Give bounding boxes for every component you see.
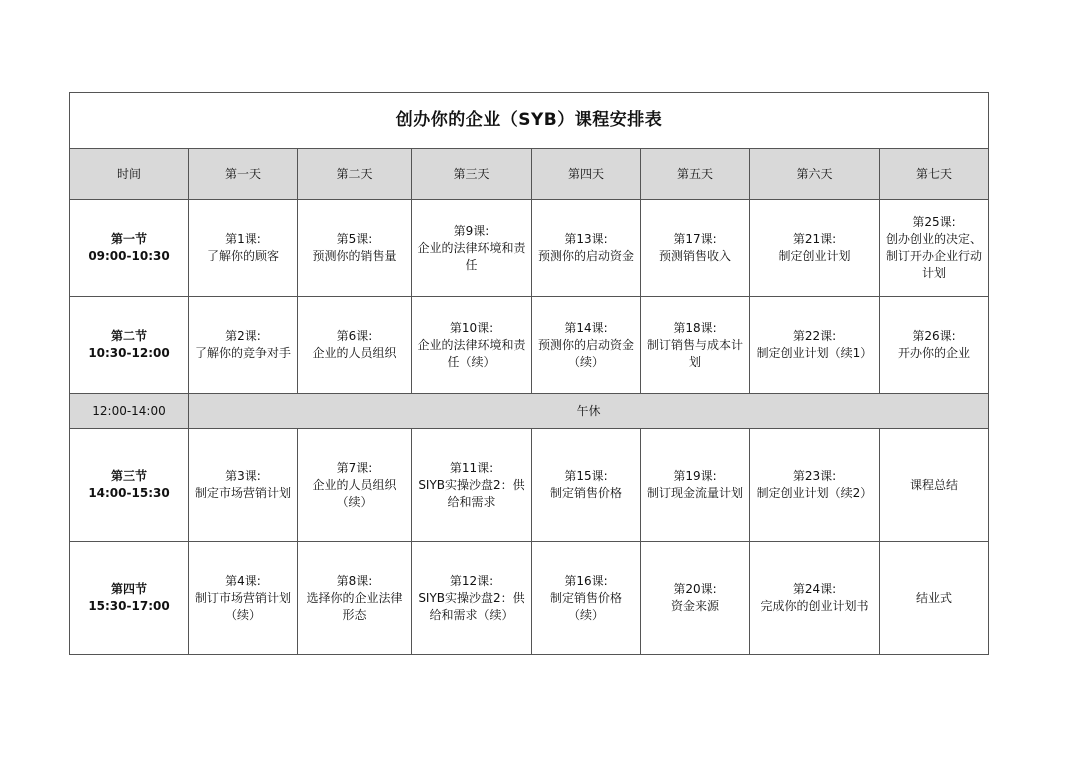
lesson-cell [880, 542, 989, 655]
lesson-code: 第20课: [673, 582, 717, 596]
lesson-title: 制定创业计划 [778, 249, 851, 263]
lesson-title: 制定创业计划（续2） [756, 486, 873, 500]
lesson-title: 预测你的启动资金（续） [537, 337, 634, 369]
day-header: 第七天 [880, 149, 989, 200]
slot-time: 09:00-10:30 [88, 249, 170, 263]
lesson-title: 制订市场营销计划（续） [194, 590, 291, 622]
time-slot-cell [70, 200, 189, 297]
lesson-title: 选择你的企业法律形态 [306, 590, 403, 622]
break-time: 12:00-14:00 [70, 394, 189, 429]
lesson-code: 第2课: [225, 329, 261, 343]
lesson-title: 完成你的创业计划书 [760, 599, 869, 613]
lesson-cell [412, 429, 532, 542]
lesson-code: 第6课: [336, 329, 373, 343]
lesson-code: 第18课: [673, 320, 717, 335]
lesson-title: SIYB实操沙盘2：供给和需求（续） [418, 590, 525, 622]
lesson-cell [750, 297, 880, 394]
header-row [70, 149, 989, 200]
lesson-code: 第19课: [673, 469, 717, 483]
lesson-cell [189, 297, 298, 394]
schedule-table [69, 92, 989, 655]
time-slot-cell [70, 297, 189, 394]
lesson-code: 第24课: [792, 582, 837, 596]
lesson-cell [641, 542, 750, 655]
lesson-cell [298, 200, 412, 297]
lesson-code: 第7课: [336, 460, 373, 475]
lesson-code: 第8课: [336, 573, 373, 588]
lesson-cell [641, 200, 750, 297]
lesson-code: 第17课: [673, 232, 717, 246]
lesson-title: 开办你的企业 [898, 346, 971, 360]
time-slot-cell [70, 542, 189, 655]
lesson-code: 第10课: [449, 320, 494, 335]
lesson-cell [750, 200, 880, 297]
lesson-code: 第22课: [792, 329, 837, 343]
lesson-title: 资金来源 [670, 599, 719, 613]
day-header: 第四天 [532, 149, 641, 200]
lesson-title: 预测销售收入 [658, 249, 731, 263]
lesson-title: 制订销售与成本计划 [646, 337, 743, 369]
slot-name: 第二节 [110, 329, 147, 343]
lesson-title: 制定市场营销计划 [194, 486, 291, 500]
lesson-title: 创办创业的决定、制订开办企业行动计划 [886, 232, 983, 280]
lesson-code: 第25课: [912, 215, 956, 229]
table-row [70, 200, 989, 297]
lesson-title: SIYB实操沙盘2：供给和需求 [418, 477, 525, 509]
day-header: 第二天 [298, 149, 412, 200]
break-row [70, 394, 989, 429]
lesson-cell [412, 297, 532, 394]
lesson-title: 制定销售价格 [549, 486, 622, 500]
lesson-title: 制定创业计划（续1） [756, 346, 873, 360]
lesson-title: 制订现金流量计划 [646, 486, 743, 500]
lesson-cell [532, 297, 641, 394]
lesson-cell [880, 297, 989, 394]
day-header: 第六天 [750, 149, 880, 200]
lesson-cell [189, 200, 298, 297]
lesson-title: 课程总结 [910, 477, 959, 492]
lesson-code: 第11课: [449, 460, 494, 475]
lesson-code: 第4课: [225, 573, 261, 588]
lesson-code: 第14课: [564, 320, 608, 335]
lesson-cell [189, 429, 298, 542]
lesson-title: 结业式 [916, 590, 953, 605]
lesson-cell [880, 200, 989, 297]
day-header: 第三天 [412, 149, 532, 200]
slot-name: 第三节 [110, 469, 147, 483]
lesson-cell [532, 542, 641, 655]
slot-time: 15:30-17:00 [88, 599, 170, 613]
lesson-cell [750, 429, 880, 542]
lesson-title: 企业的人员组织 [312, 346, 397, 360]
lesson-code: 第13课: [564, 232, 608, 246]
lesson-code: 第21课: [792, 232, 837, 246]
lesson-cell [750, 542, 880, 655]
lesson-title: 了解你的竞争对手 [194, 346, 291, 360]
lesson-title: 预测你的销售量 [312, 249, 397, 263]
lesson-cell [298, 429, 412, 542]
lesson-cell [298, 297, 412, 394]
slot-name: 第四节 [110, 582, 147, 596]
lesson-code: 第23课: [792, 469, 837, 483]
lesson-code: 第26课: [912, 329, 956, 343]
lesson-title: 企业的法律环境和责任 [417, 240, 526, 272]
lesson-cell [189, 542, 298, 655]
lesson-title: 预测你的启动资金 [537, 249, 634, 263]
table-row [70, 542, 989, 655]
lesson-cell [641, 297, 750, 394]
lesson-title: 制定销售价格（续） [549, 590, 622, 622]
lesson-cell [298, 542, 412, 655]
lesson-cell [532, 200, 641, 297]
lesson-cell [880, 429, 989, 542]
slot-name: 第一节 [110, 232, 147, 246]
lesson-title: 企业的法律环境和责任（续） [417, 337, 526, 369]
lesson-cell [532, 429, 641, 542]
time-slot-cell [70, 429, 189, 542]
lesson-code: 第5课: [336, 232, 373, 246]
lesson-code: 第16课: [564, 573, 608, 588]
table-row [70, 429, 989, 542]
lesson-code: 第1课: [225, 232, 261, 246]
lesson-code: 第9课: [453, 223, 490, 238]
day-header: 第五天 [641, 149, 750, 200]
page-title: 创办你的企业（SYB）课程安排表 [70, 93, 989, 149]
lesson-cell [412, 542, 532, 655]
break-label: 午休 [189, 394, 989, 429]
lesson-code: 第12课: [449, 573, 494, 588]
lesson-cell [412, 200, 532, 297]
slot-time: 14:00-15:30 [88, 486, 170, 500]
lesson-cell [641, 429, 750, 542]
lesson-code: 第3课: [225, 469, 261, 483]
lesson-title: 了解你的顾客 [206, 249, 279, 263]
lesson-code: 第15课: [564, 469, 608, 483]
time-header: 时间 [70, 149, 189, 200]
table-row [70, 297, 989, 394]
day-header: 第一天 [189, 149, 298, 200]
slot-time: 10:30-12:00 [88, 346, 170, 360]
lesson-title: 企业的人员组织（续） [312, 477, 397, 509]
